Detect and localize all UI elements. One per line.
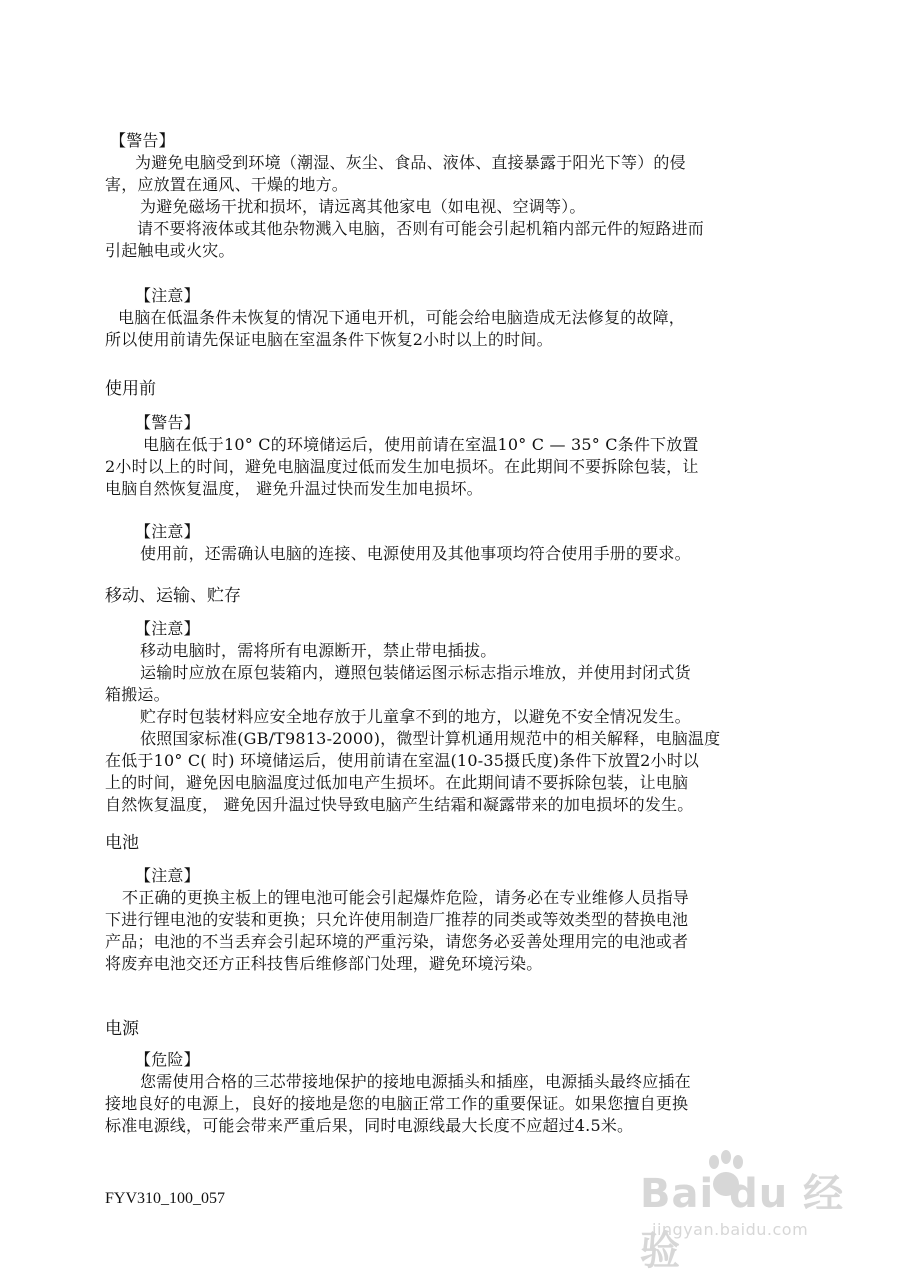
text-line: 电脑在低于10° C的环境储运后，使用前请在室温10° C — 35° C条件下放置 [143,435,699,454]
text-line: 运输时应放在原包装箱内，遵照包装储运图示标志指示堆放，并使用封闭式货 [140,663,691,682]
text-line: 2小时以上的时间，避免电脑温度过低而发生加电损坏。在此期间不要拆除包装，让 [105,457,699,476]
text-line: 您需使用合格的三芯带接地保护的接地电源插头和插座，电源插头最终应插在 [140,1072,691,1091]
text-line: 上的时间，避免因电脑温度过低加电产生损坏。在此期间请不要拆除包装，让电脑 [105,773,689,792]
section-heading: 电池 [105,833,139,853]
section-heading: 移动、运输、贮存 [105,586,241,606]
text-line: 【注意】 [135,522,200,541]
text-line: 贮存时包装材料应安全地存放于儿童拿不到的地方，以避免不安全情况发生。 [140,707,691,726]
section-heading: 使用前 [105,379,156,399]
text-line: 【危险】 [135,1050,200,1069]
text-line: 所以使用前请先保证电脑在室温条件下恢复2小时以上的时间。 [105,330,553,349]
baidu-jingyan-watermark [640,1150,880,1274]
text-line: 自然恢复温度， 避免因升温过快导致电脑产生结霜和凝露带来的加电损坏的发生。 [105,795,694,814]
watermark-url: jingyan.baidu.com [652,1220,809,1239]
text-line: 使用前，还需确认电脑的连接、电源使用及其他事项均符合使用手册的要求。 [140,544,691,563]
text-line: 下进行锂电池的安装和更换；只允许使用制造厂推荐的同类或等效类型的替换电池 [105,910,689,929]
text-line: 产品；电池的不当丢弃会引起环境的严重污染，请您务必妥善处理用完的电池或者 [105,932,689,951]
watermark-logo-text: Bai du 经验 [640,1171,845,1274]
text-line: 标准电源线，可能会带来严重后果，同时电源线最大长度不应超过4.5米。 [105,1116,634,1135]
text-line: 【警告】 [135,413,200,432]
text-line: 【注意】 [135,286,200,305]
text-line: 引起触电或火灾。 [105,241,235,260]
text-line: 【警告】 [110,131,175,150]
text-line: 【注意】 [135,866,200,885]
text-line: 【注意】 [135,619,200,638]
text-line: 在低于10° C( 时) 环境储运后，使用前请在室温(10-35摄氏度)条件下放置2小时以 [105,751,700,770]
text-line: 电脑在低温条件未恢复的情况下通电开机，可能会给电脑造成无法修复的故障， [118,308,686,327]
text-line: 不正确的更换主板上的锂电池可能会引起爆炸危险，请务必在专业维修人员指导 [122,888,690,907]
text-line: 为避免电脑受到环境（潮湿、灰尘、食品、液体、直接暴露于阳光下等）的侵 [135,153,686,172]
text-line: 请不要将液体或其他杂物溅入电脑，否则有可能会引起机箱内部元件的短路进而 [137,219,705,238]
text-line: 移动电脑时，需将所有电源断开，禁止带电插拔。 [140,641,497,660]
document-code: FYV310_100_057 [105,1190,226,1207]
text-line: 依照国家标准(GB/T9813-2000)，微型计算机通用规范中的相关解释，电脑温度 [140,729,721,748]
section-heading: 电源 [105,1019,139,1039]
text-line: 害，应放置在通风、干燥的地方。 [105,175,349,194]
text-line: 为避免磁场干扰和损坏，请远离其他家电（如电视、空调等）。 [140,197,586,216]
text-line: 电脑自然恢复温度， 避免升温过快而发生加电损坏。 [105,479,483,498]
text-line: 将废弃电池交还方正科技售后维修部门处理，避免环境污染。 [105,954,543,973]
text-line: 接地良好的电源上，良好的接地是您的电脑正常工作的重要保证。如果您擅自更换 [105,1094,689,1113]
text-line: 箱搬运。 [105,685,170,704]
